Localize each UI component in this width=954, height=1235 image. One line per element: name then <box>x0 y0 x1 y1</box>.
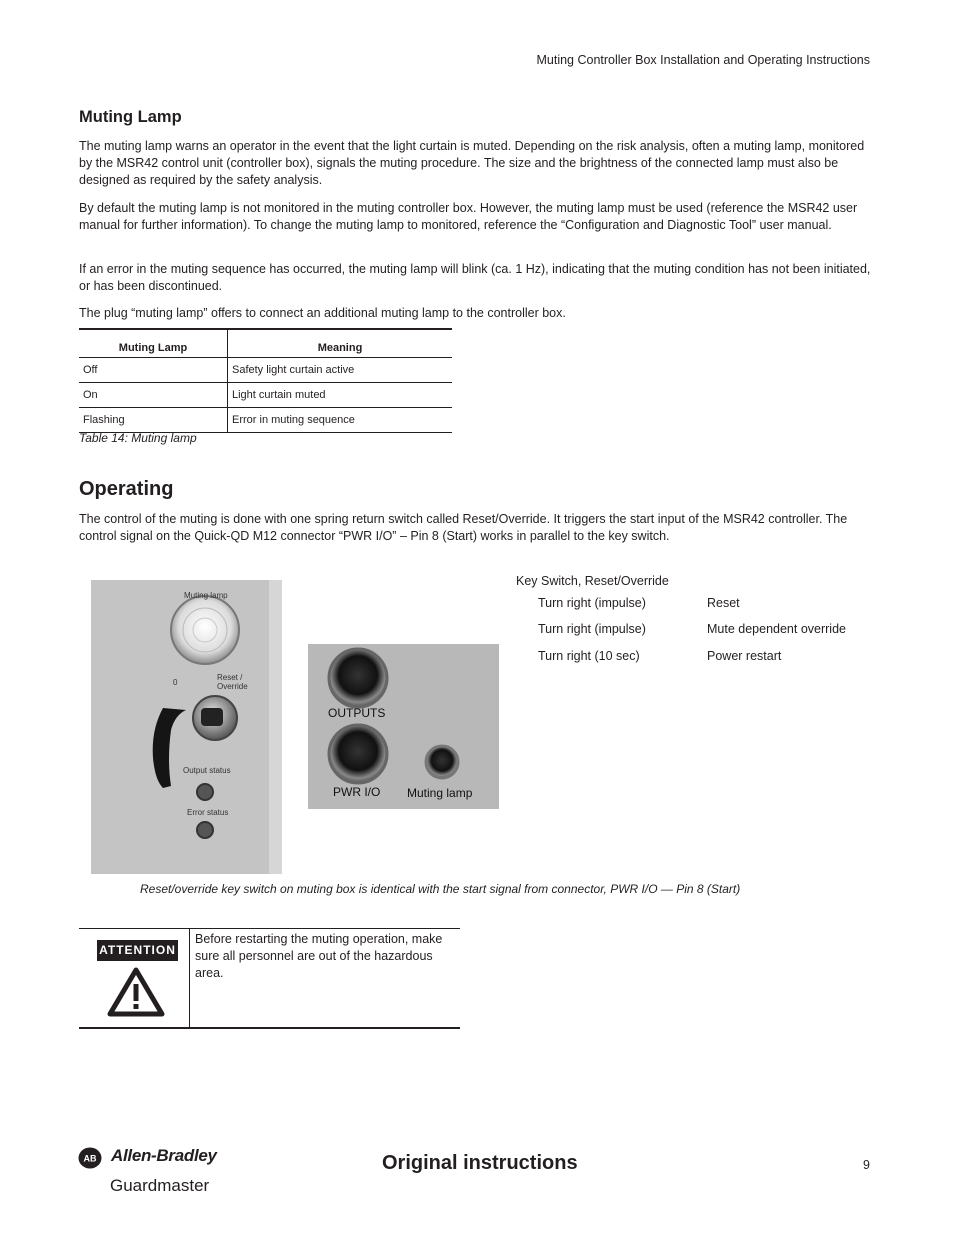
key-switch-row <box>538 649 781 663</box>
table-cell: Safety light curtain active <box>228 358 453 383</box>
attention-divider <box>189 929 190 1027</box>
outputs-connector <box>329 649 387 707</box>
table-caption: Table 14: Muting lamp <box>79 431 197 445</box>
table-row <box>79 383 452 408</box>
attention-text: Before restarting the muting operation, make sure all personnel are out of the hazardous area. <box>195 932 443 980</box>
attention-box <box>79 928 460 1029</box>
paragraph: The plug “muting lamp” offers to connect an additional muting lamp to the controller box. <box>79 306 566 320</box>
key-switch-action: Turn right (impulse) <box>538 596 646 610</box>
photo-label: 0 <box>173 678 178 687</box>
key-switch-row <box>538 622 846 636</box>
photo-label: PWR I/O <box>333 785 381 799</box>
paragraph: The control of the muting is done with one spring return switch called Reset/Override. It triggers the start input of the MSR42 controller. The control signal on the Quick-QD M12 connector “PWR I/O” – Pin 8 (Start) works in parallel to the key switch. <box>79 512 848 543</box>
photo-caption: Reset/override key switch on muting box is identical with the start signal from connector, PWR I/O — Pin 8 (Start) <box>140 882 741 896</box>
photo-label: Muting lamp <box>407 786 473 800</box>
table-header-cell: Meaning <box>228 329 453 358</box>
table-cell: Off <box>79 358 228 383</box>
table-cell: Light curtain muted <box>228 383 453 408</box>
running-header: Muting Controller Box Installation and Operating Instructions <box>536 53 870 67</box>
output-status-led <box>197 784 213 800</box>
pwr-io-connector <box>329 725 387 783</box>
key-switch-result: Power restart <box>707 649 782 663</box>
muting-box-illustration <box>91 580 282 874</box>
paragraph: The muting lamp warns an operator in the event that the light curtain is muted. Depending on the risk analysis, often a muting lamp, monitored by the MSR42 control unit (controller box), signals the muting procedure. The size and the brightness of the connected lamp must also be designed as required by the safety analysis. <box>79 139 865 187</box>
attention-label: ATTENTION <box>97 940 178 961</box>
table-row <box>79 358 452 383</box>
table-cell: Flashing <box>79 408 228 433</box>
paragraph: By default the muting lamp is not monitored in the muting controller box. However, the muting lamp must be used (reference the MSR42 user manual for further information). To change the muting lamp to monitored, reference the “Configuration and Diagnostic Tool” user manual. <box>79 201 858 232</box>
photo-label: Error status <box>187 808 229 817</box>
muting-lamp-connector <box>426 746 458 778</box>
allen-bradley-logo-icon <box>78 1147 102 1174</box>
photo-label: Reset / Override <box>217 673 248 691</box>
key-switch-title: Key Switch, Reset/Override <box>516 574 669 588</box>
table-header-cell: Muting Lamp <box>79 329 228 358</box>
table-row <box>79 408 452 433</box>
footer-title: Original instructions <box>382 1152 578 1174</box>
guardmaster-logo: Guardmaster <box>110 1176 210 1195</box>
key-switch-result: Mute dependent override <box>707 622 846 636</box>
photo-label: Muting lamp <box>184 591 228 600</box>
table-cell: On <box>79 383 228 408</box>
key-switch-result: Reset <box>707 596 740 610</box>
muting-lamp-dome <box>171 596 239 664</box>
table-cell: Error in muting sequence <box>228 408 453 433</box>
table-header-row <box>79 329 452 358</box>
photo-label: OUTPUTS <box>328 706 386 720</box>
page-number: 9 <box>863 1158 870 1172</box>
muting-lamp-table <box>79 328 452 433</box>
section-heading-operating: Operating <box>79 478 174 500</box>
key-switch-action: Turn right (impulse) <box>538 622 646 636</box>
section-heading-muting-lamp: Muting Lamp <box>79 108 182 126</box>
key-switch-action: Turn right (10 sec) <box>538 649 640 663</box>
photo-muting-box-panel <box>91 580 282 874</box>
photo-label: Output status <box>183 766 231 775</box>
error-status-led <box>197 822 213 838</box>
key-switch-row <box>538 596 740 610</box>
warning-triangle-icon <box>107 967 165 1017</box>
ab-logo-text: AB <box>83 1153 97 1164</box>
brand-name: Allen-Bradley <box>111 1146 217 1165</box>
paragraph: If an error in the muting sequence has occurred, the muting lamp will blink (ca. 1 Hz), indicating that the muting condition has not been initiated, or has been discontinued. <box>79 262 871 293</box>
photo-connectors <box>308 644 499 809</box>
